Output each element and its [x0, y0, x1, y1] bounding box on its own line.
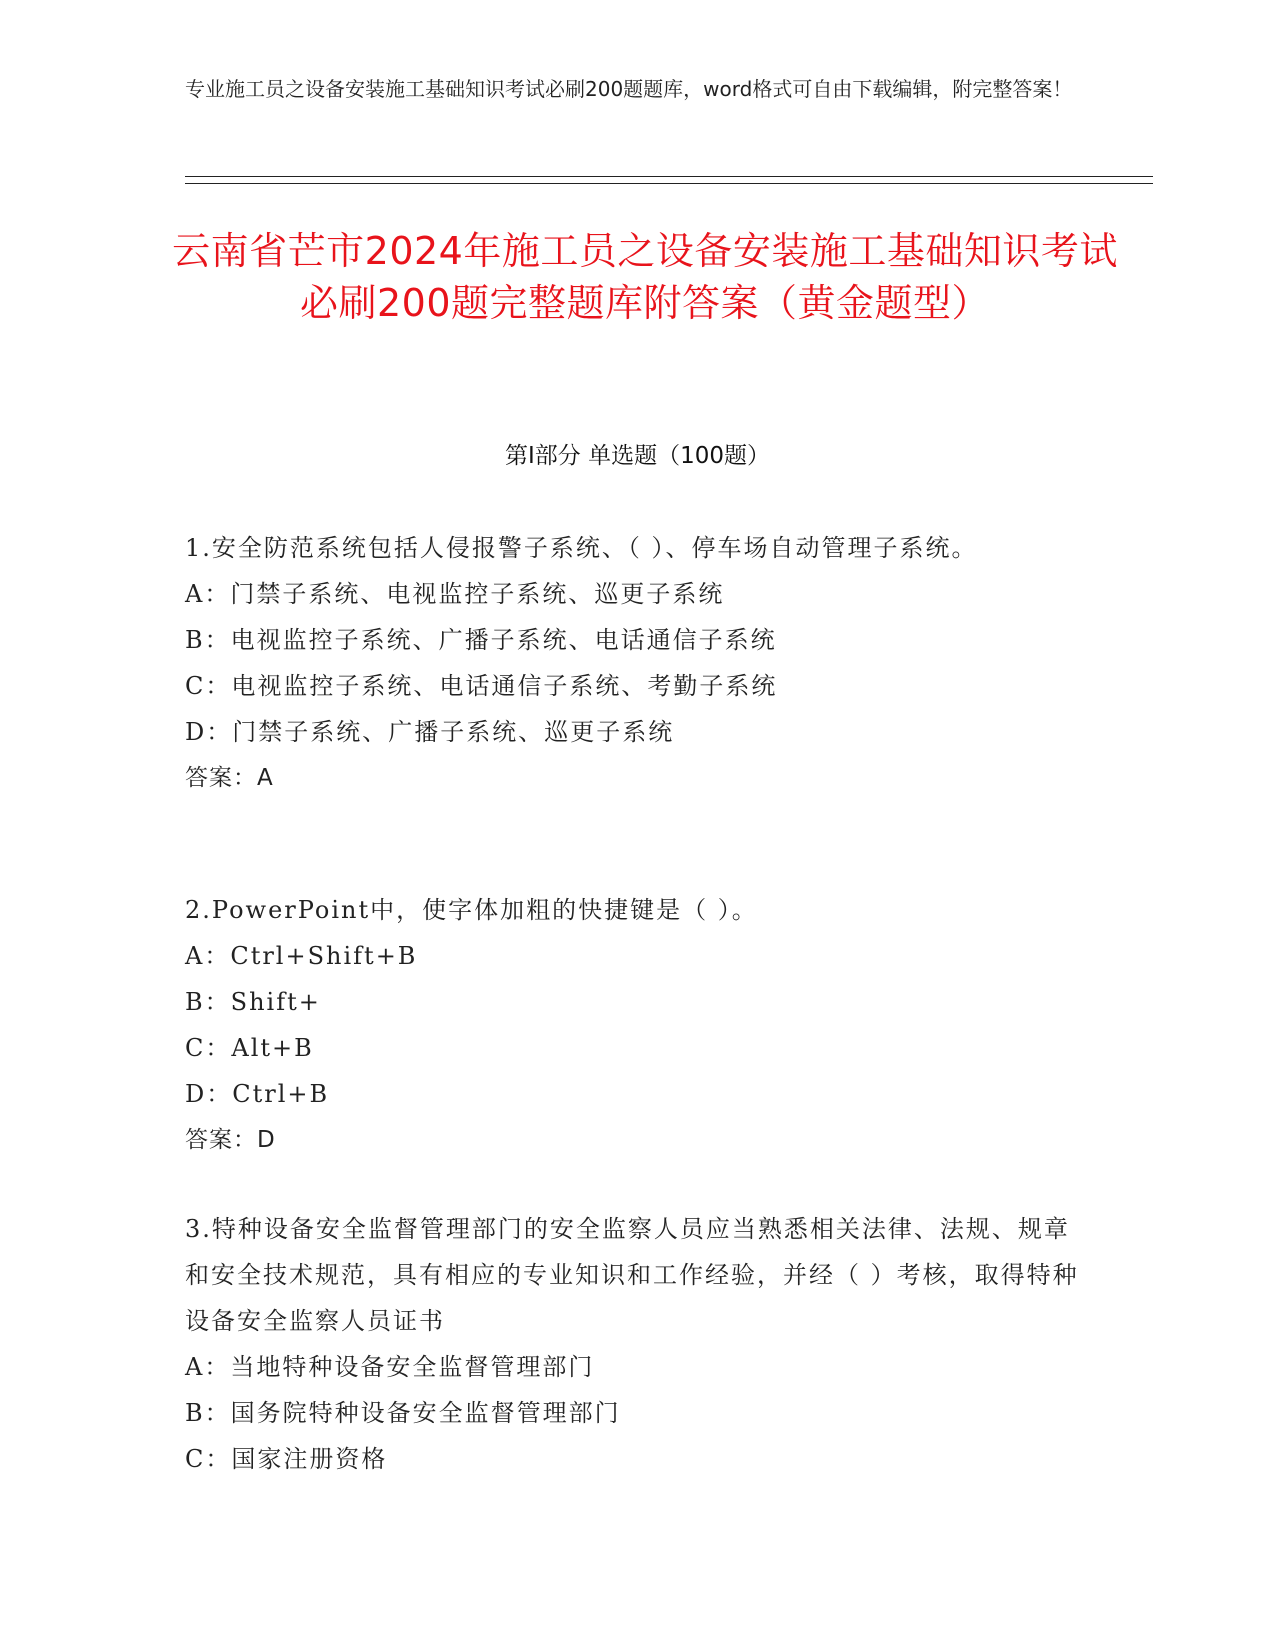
option-b: B：Shift+ [185, 988, 321, 1016]
option-a: A：当地特种设备安全监督管理部门 [185, 1353, 595, 1381]
question-1 [185, 525, 1085, 801]
question-stem: 1.安全防范系统包括人侵报警子系统、（ ）、停车场自动管理子系统。 [185, 534, 978, 562]
answer: 答案：A [185, 765, 274, 791]
answer: 答案：D [185, 1127, 276, 1153]
option-b: B：国务院特种设备安全监督管理部门 [185, 1399, 621, 1427]
question-stem: 3.特种设备安全监督管理部门的安全监察人员应当熟悉相关法律、法规、规章和安全技术规范，具有相应的专业知识和工作经验，并经（ ）考核，取得特种设备安全监察人员证书 [185, 1215, 1079, 1335]
option-d: D：Ctrl+B [185, 1080, 330, 1108]
header-divider-bottom [185, 183, 1153, 184]
header-note: 专业施工员之设备安装施工基础知识考试必刷200题题库，word格式可自由下载编辑，附完整答案！ [185, 77, 1073, 101]
option-d: D：门禁子系统、广播子系统、巡更子系统 [185, 718, 675, 746]
option-b: B：电视监控子系统、广播子系统、电话通信子系统 [185, 626, 777, 654]
option-a: A：门禁子系统、电视监控子系统、巡更子系统 [185, 580, 725, 608]
option-c: C：国家注册资格 [185, 1445, 388, 1473]
question-3 [185, 1206, 1085, 1482]
option-a: A：Ctrl+Shift+B [185, 942, 418, 970]
question-stem: 2.PowerPoint中，使字体加粗的快捷键是（ ）。 [185, 896, 758, 924]
option-c: C：电视监控子系统、电话通信子系统、考勤子系统 [185, 672, 778, 700]
header-divider-top [185, 176, 1153, 177]
question-2 [185, 887, 1085, 1163]
option-c: C：Alt+B [185, 1034, 314, 1062]
document-title: 云南省芒市2024年施工员之设备安装施工基础知识考试必刷200题完整题库附答案（黄金题型） [172, 229, 1118, 325]
section-title: 第Ⅰ部分 单选题（100题） [505, 443, 770, 469]
